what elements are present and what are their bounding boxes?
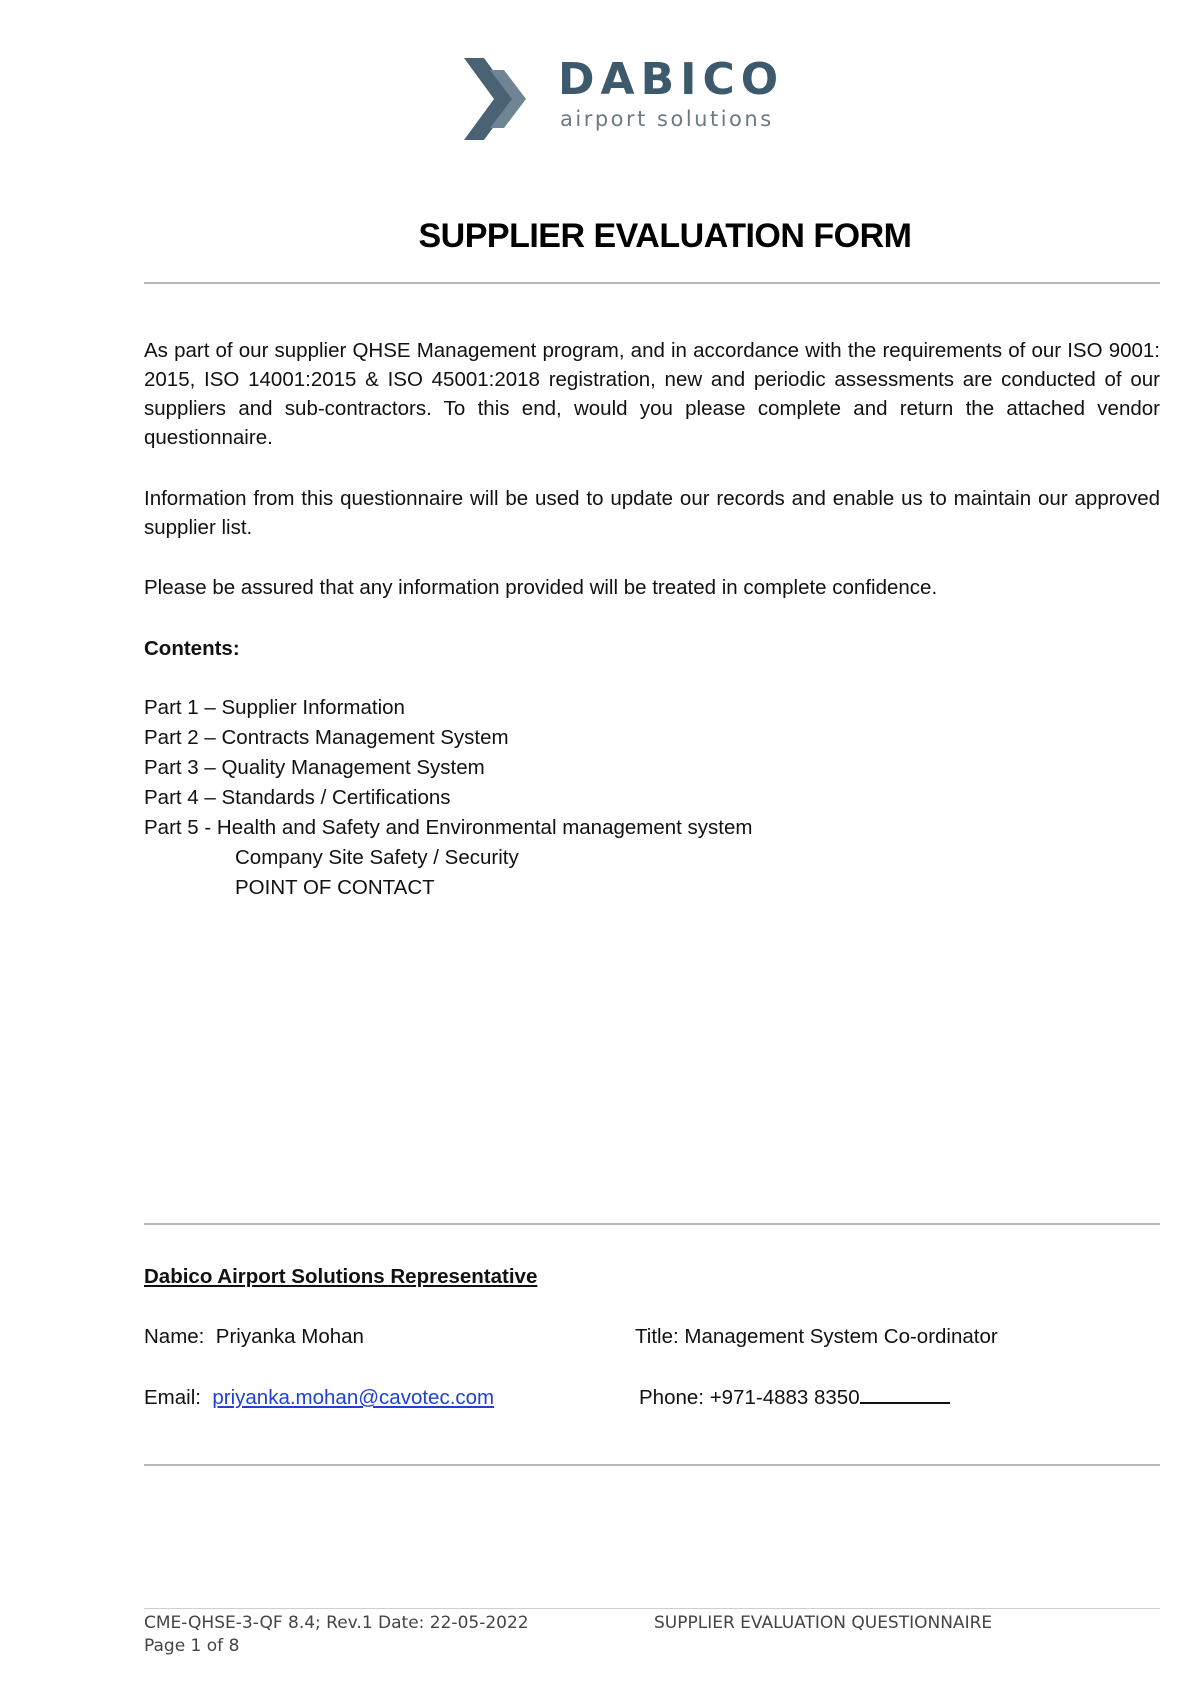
representative-top-divider bbox=[144, 1223, 1160, 1225]
representative-name bbox=[144, 1322, 364, 1351]
contents-list bbox=[144, 693, 1160, 903]
contents-heading: Contents: bbox=[144, 637, 240, 660]
contents-item: Part 1 – Supplier Information bbox=[144, 696, 405, 719]
chevron-arrows-logo-icon bbox=[462, 56, 540, 142]
contents-item: Part 3 – Quality Management System bbox=[144, 756, 485, 779]
company-logo bbox=[462, 52, 822, 147]
contents-item: Part 2 – Contracts Management System bbox=[144, 726, 509, 749]
name-value: Priyanka Mohan bbox=[215, 1325, 364, 1348]
representative-bottom-divider bbox=[144, 1464, 1160, 1466]
logo-tagline: airport solutions bbox=[560, 107, 774, 131]
contents-item: Part 5 - Health and Safety and Environmental management system bbox=[144, 816, 753, 839]
name-label: Name: bbox=[144, 1325, 205, 1348]
records-paragraph: Information from this questionnaire will be used to update our records and enable us to maintain our approved supplier list. bbox=[144, 487, 1160, 539]
footer-document-title: SUPPLIER EVALUATION QUESTIONNAIRE bbox=[654, 1613, 993, 1633]
representative-phone bbox=[639, 1383, 950, 1412]
footer-page-number: Page 1 of 8 bbox=[144, 1636, 240, 1656]
title-label: Title: bbox=[635, 1325, 679, 1348]
title-divider bbox=[144, 282, 1160, 284]
contents-subitem: POINT OF CONTACT bbox=[235, 876, 435, 899]
email-label: Email: bbox=[144, 1386, 201, 1409]
footer-document-reference: CME-QHSE-3-QF 8.4; Rev.1 Date: 22-05-2022 bbox=[144, 1613, 529, 1633]
title-value: Management System Co-ordinator bbox=[684, 1325, 998, 1348]
contents-item: Part 4 – Standards / Certifications bbox=[144, 786, 451, 809]
intro-paragraph: As part of our supplier QHSE Management program, and in accordance with the requirements of our ISO 9001: 2015, ISO 14001:2015 & ISO 45001:2018 registration, new and periodic assessments are conducted of our suppliers and sub-contractors. To this end, would you please complete and return the attached vendor questionnaire. bbox=[144, 339, 1160, 449]
contents-subitem: Company Site Safety / Security bbox=[235, 846, 519, 869]
confidence-paragraph: Please be assured that any information provided will be treated in complete confidence. bbox=[144, 576, 938, 599]
representative-title bbox=[635, 1322, 998, 1351]
page-title: SUPPLIER EVALUATION FORM bbox=[418, 217, 912, 255]
representative-heading: Dabico Airport Solutions Representative bbox=[144, 1265, 538, 1288]
phone-value: +971-4883 8350 bbox=[709, 1386, 860, 1409]
logo-wordmark: DABICO bbox=[558, 54, 785, 105]
phone-label: Phone: bbox=[639, 1386, 704, 1409]
footer-divider bbox=[144, 1608, 1160, 1609]
representative-email bbox=[144, 1383, 494, 1412]
email-link[interactable]: priyanka.mohan@cavotec.com bbox=[212, 1386, 495, 1409]
phone-blank-line bbox=[860, 1386, 950, 1404]
